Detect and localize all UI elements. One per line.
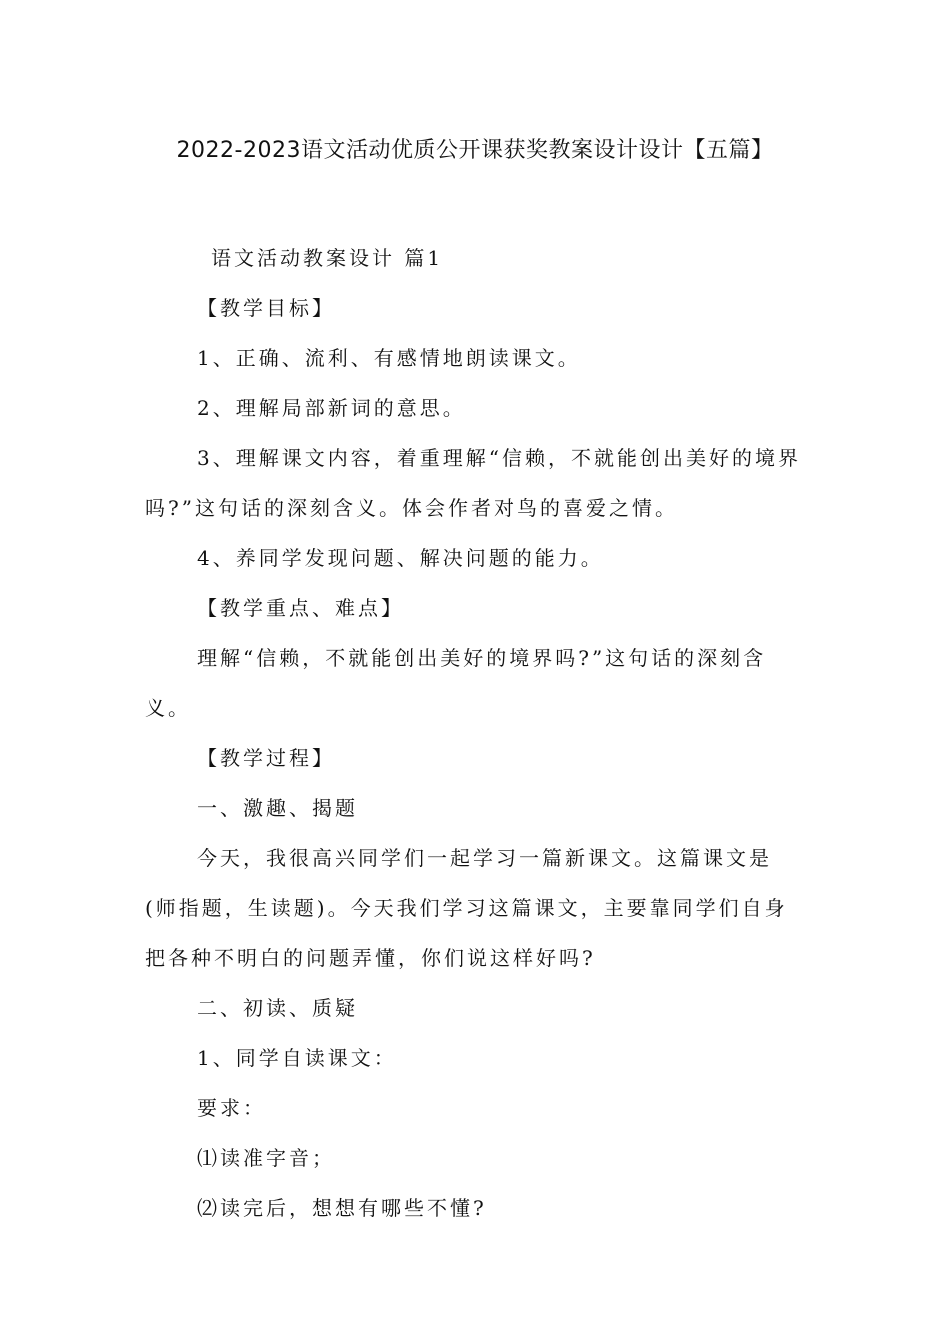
paragraph: ⑵读完后，想想有哪些不懂? [197,1196,487,1220]
paragraph: 要求： [197,1096,266,1120]
document-body [145,233,805,1233]
paragraph: 今天，我很高兴同学们一起学习一篇新课文。这篇课文是(师指题，生读题)。今天我们学习这篇课文，主要靠同学们自身把各种不明白的问题弄懂，你们说这样好吗? [145,846,788,970]
paragraph: ⑴读准字音； [197,1146,335,1170]
paragraph: 二、初读、质疑 [197,996,358,1020]
paragraph: 3、理解课文内容，着重理解“信赖，不就能创出美好的境界吗?”这句话的深刻含义。体会作者对鸟的喜爱之情。 [145,446,801,520]
paragraph: 1、同学自读课文： [197,1046,397,1070]
paragraph: 理解“信赖，不就能创出美好的境界吗?”这句话的深刻含义。 [145,646,767,720]
paragraph: 4、养同学发现问题、解决问题的能力。 [197,546,604,570]
document-title: 2022-2023语文活动优质公开课获奖教案设计设计【五篇】 [176,138,774,163]
section-heading: 语文活动教案设计 篇1 [211,246,444,270]
paragraph: 2、理解局部新词的意思。 [197,396,466,420]
paragraph: 1、正确、流利、有感情地朗读课文。 [197,346,581,370]
paragraph: 【教学重点、难点】 [197,596,404,620]
paragraph: 一、激趣、揭题 [197,796,358,820]
paragraph: 【教学过程】 [197,746,335,770]
paragraph: 【教学目标】 [197,296,335,320]
